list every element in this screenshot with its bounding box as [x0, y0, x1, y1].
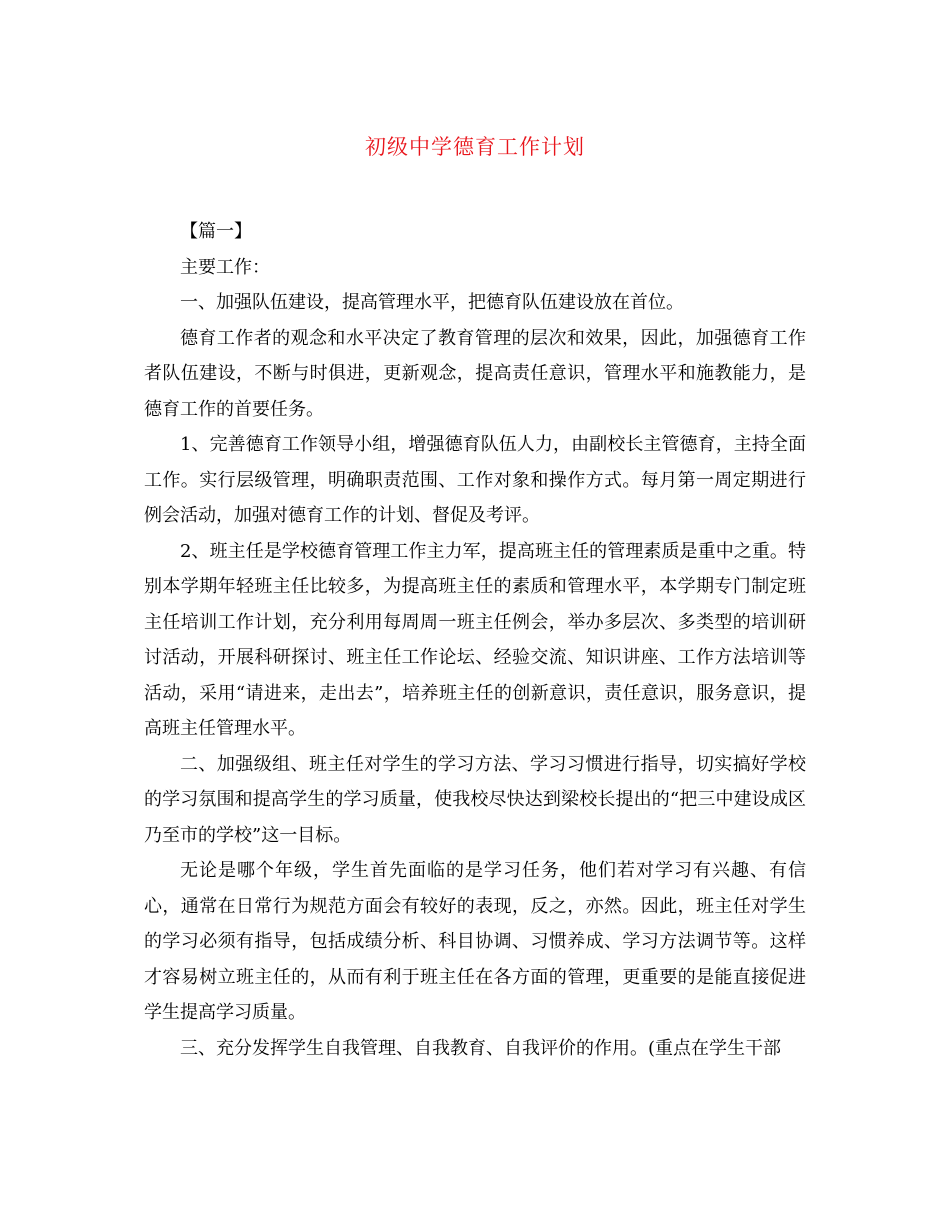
paragraph: 1、完善德育工作领导小组，增强德育队伍人力，由副校长主管德育，主持全面工作。实行层级管理，明确职责范围、工作对象和操作方式。每月第一周定期进行例会活动，加强对德育工作的计划、督促及考评。 — [144, 434, 806, 526]
paragraph: 一、加强队伍建设，提高管理水平，把德育队伍建设放在首位。 — [180, 292, 684, 313]
paragraph: 主要工作： — [180, 256, 270, 278]
paragraph: 2、班主任是学校德育管理工作主力军，提高班主任的管理素质是重中之重。特别本学期年轻班主任比较多，为提高班主任的素质和管理水平，本学期专门制定班主任培训工作计划，充分利用每周周一班主任例会，举办多层次、多类型的培训研讨活动，开展科研探讨、班主任工作论坛、经验交流、知识讲座、工作方法培训等活动，采用“请进来，走出去”，培养班主任的创新意识，责任意识，服务意识，提高班主任管理水平。 — [144, 540, 806, 739]
document-title: 初级中学德育工作计划 — [365, 135, 585, 159]
paragraph: 二、加强级组、班主任对学生的学习方法、学习习惯进行指导，切实搞好学校的学习氛围和提高学生的学习质量，使我校尽快达到梁校长提出的“把三中建设成区乃至市的学校”这一目标。 — [144, 753, 806, 846]
paragraph: 德育工作者的观念和水平决定了教育管理的层次和效果，因此，加强德育工作者队伍建设，不断与时俱进，更新观念，提高责任意识，管理水平和施教能力，是德育工作的首要任务。 — [144, 327, 806, 420]
paragraph: 三、充分发挥学生自我管理、自我教育、自我评价的作用。(重点在学生干部 — [180, 1037, 782, 1059]
document-body — [144, 214, 806, 1066]
section-heading: 【篇一】 — [180, 221, 252, 242]
paragraph: 无论是哪个年级，学生首先面临的是学习任务，他们若对学习有兴趣、有信心，通常在日常行为规范方面会有较好的表现，反之，亦然。因此，班主任对学生的学习必须有指导，包括成绩分析、科目协调、习惯养成、学习方法调节等。这样才容易树立班主任的，从而有利于班主任在各方面的管理，更重要的是能直接促进学生提高学习质量。 — [144, 860, 806, 1023]
